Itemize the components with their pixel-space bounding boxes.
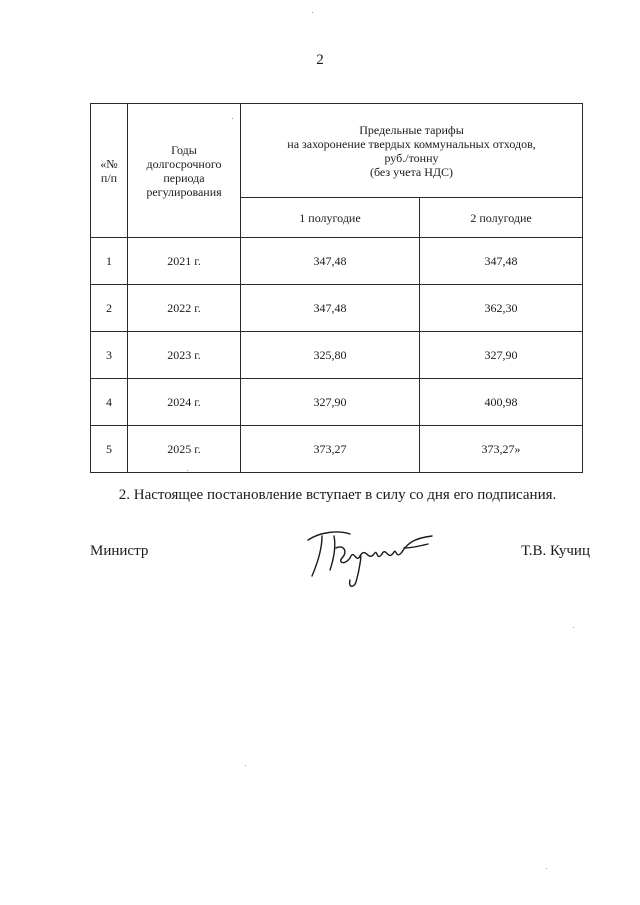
row-year: 2024 г. [128, 379, 241, 426]
row-year: 2021 г. [128, 238, 241, 285]
row-half-1-value: 347,48 [241, 285, 420, 332]
page-number: 2 [316, 52, 324, 68]
table-header-row [91, 104, 583, 198]
row-number: 2 [91, 285, 128, 332]
row-half-1-value: 373,27 [241, 426, 420, 473]
header-half-2: 2 полугодие [420, 198, 583, 238]
scan-speck [312, 12, 313, 13]
table-row [91, 426, 583, 473]
scan-speck [187, 470, 188, 471]
row-year: 2025 г. [128, 426, 241, 473]
signatory-name: Т.В. Кучиц [521, 543, 590, 559]
handwritten-signature [300, 518, 440, 590]
row-half-2-value: 373,27» [420, 426, 583, 473]
row-number: 1 [91, 238, 128, 285]
table-row [91, 332, 583, 379]
scan-speck [573, 627, 574, 628]
row-half-2-value: 347,48 [420, 238, 583, 285]
row-year: 2023 г. [128, 332, 241, 379]
header-number: «№ п/п [91, 104, 128, 238]
table-row [91, 379, 583, 426]
scan-speck [546, 868, 547, 869]
tariff-table [90, 103, 583, 473]
header-half-1: 1 полугодие [241, 198, 420, 238]
scan-speck [232, 118, 233, 119]
row-number: 3 [91, 332, 128, 379]
row-number: 5 [91, 426, 128, 473]
table-row [91, 285, 583, 332]
scan-speck [245, 765, 246, 766]
row-half-1-value: 327,90 [241, 379, 420, 426]
row-year: 2022 г. [128, 285, 241, 332]
header-years: Годы долгосрочного периода регулирования [128, 104, 241, 238]
row-half-2-value: 362,30 [420, 285, 583, 332]
table-row [91, 238, 583, 285]
row-half-1-value: 347,48 [241, 238, 420, 285]
row-half-2-value: 400,98 [420, 379, 583, 426]
signatory-title: Министр [90, 543, 149, 559]
row-number: 4 [91, 379, 128, 426]
effective-date-clause: 2. Настоящее постановление вступает в силу со дня его подписания. [118, 487, 557, 503]
row-half-1-value: 325,80 [241, 332, 420, 379]
row-half-2-value: 327,90 [420, 332, 583, 379]
header-tariffs: Предельные тарифы на захоронение твердых коммунальных отходов, руб./тонну (без учета НДС) [241, 104, 583, 198]
